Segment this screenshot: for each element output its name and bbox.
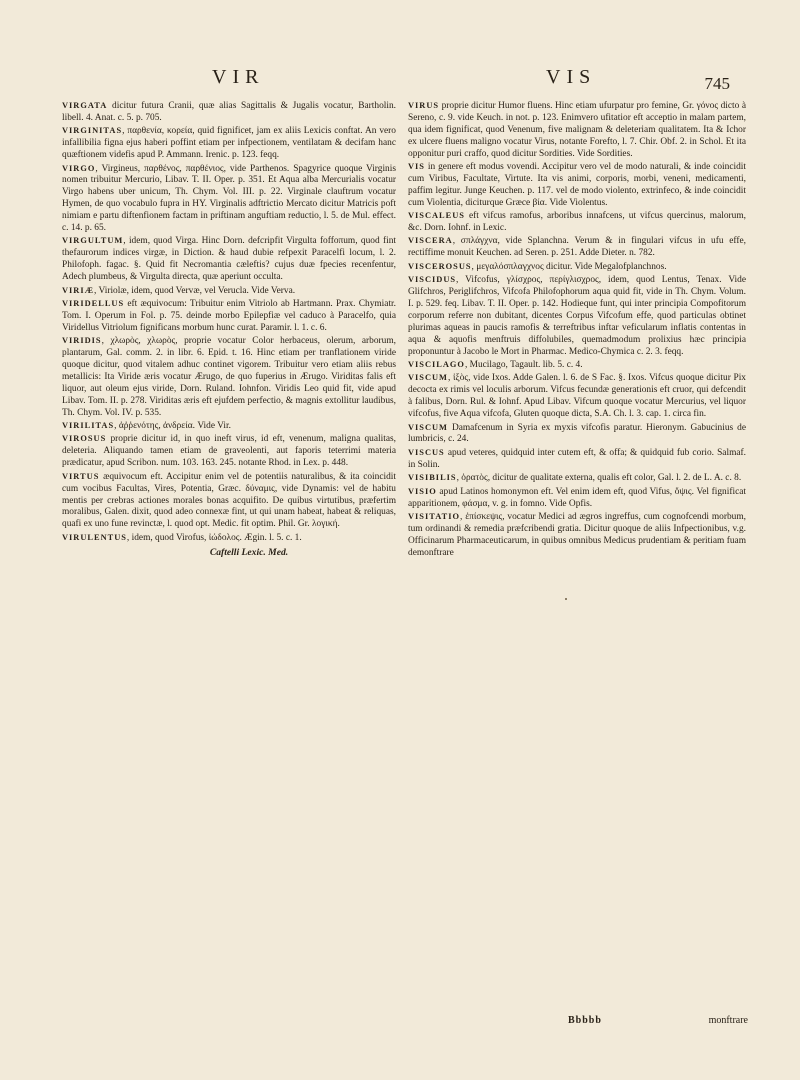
running-head-left: VIR bbox=[212, 66, 265, 88]
entry-text: Damafcenum in Syria ex myxis vifcofis paratur. Hieronym. Gabucinius de lumbricis, c. 24. bbox=[408, 422, 746, 445]
entry-headword: VIRULENTUS bbox=[62, 532, 127, 542]
dictionary-entry bbox=[62, 163, 396, 235]
entry-headword: VISIO bbox=[408, 486, 437, 496]
dictionary-entry bbox=[408, 486, 746, 511]
entry-text: , Viriolæ, idem, quod Vervæ, vel Verucla. Vide Verva. bbox=[94, 285, 296, 296]
entry-text: , μεγαλόσπλαγχνος dicitur. Vide Megalofplanchnos. bbox=[471, 261, 667, 272]
entry-headword: VIRUS bbox=[408, 101, 440, 110]
entry-text: , ἰξὸς, vide Ixos. Adde Galen. l. 6. de S Fac. §. Ixos. Vifcus quoque dicitur Pix decocta ex rimis vel loculis arborum. Vifcus fecundæ generationis eft cruor, qui defcendit à falibus, Dorn. Rul. & Iohnf. Apud Libav. Vifcum quoque vocatur Mercurius, vel liquor vifcofus, five Aqua vifcofa, Gluten quoque dicta, S.A. Ch. l. 3. cap. 1. circa fin. bbox=[408, 373, 746, 420]
entry-headword: VISITATIO bbox=[408, 511, 460, 521]
right-column bbox=[408, 100, 746, 560]
dictionary-entry bbox=[408, 422, 746, 447]
entry-headword: VISCIDUS bbox=[408, 275, 457, 285]
dictionary-entry bbox=[408, 359, 746, 372]
entry-text: æquivocum eft. Accipitur enim vel de potentiis naturalibus, & ita coincidit cum vocibus Facultas, Vires, Potentia, Græc. δύναμις, vide Dynamis: vel de habitu mentis per crebras actiones morales bonas acquifito. De quibus virtutibus, præfertim moralibus, Galen. dixit, quod adeo connexæ fint, ut qui unam habeat, habeat & reliquas, quafi ex uno fune revinctæ, l. quod opt. Medic. fit optim. Phil. Gr. λογική. bbox=[62, 471, 396, 530]
entry-text: , idem, quod Virofus, ἰώδολος. Ægin. l. 5. c. 1. bbox=[126, 532, 302, 543]
entry-headword: VIRIÆ bbox=[62, 285, 94, 295]
entry-text: , σπλάγχνα, vide Splanchna. Verum & in fingulari vifcus in ufu effe, rectiffime monuit Keuchen. ad Seren. p. 251. Adde Dieter. n. 782. bbox=[408, 236, 746, 259]
entry-text: , παρθενία, κορεία, quid fignificet, jam ex aliis Lexicis conftat. An vero infallibilia figna ejus haberi poffint etiam per infpectionem, ventilatam & decifam hanc quæftionem videfis apud P. Ammann. Irenic. p. 123. feqq. bbox=[62, 126, 396, 161]
entry-headword: VIRGULTUM bbox=[62, 236, 124, 246]
entry-headword: VISCEROSUS bbox=[408, 261, 472, 271]
entry-headword: VISCUS bbox=[408, 447, 445, 457]
entry-text: , ὁρατὸς, dicitur de qualitate externa, qualis eft color, Gal. l. 2. de L. A. c. 8. bbox=[456, 473, 742, 484]
entry-headword: VIRGINITAS bbox=[62, 126, 123, 136]
entry-text: proprie dicitur Humor fluens. Hinc etiam ufurpatur pro femine, Gr. γόνος dicto à Sereno, c. 9. vide Keuch. in not. p. 123. Enimvero ufitatior eft acceptio in malam partem, qua idem fignificat, quod Venenum, five malignam & deleteriam qualitatem. Ita & Ichor ex ulcere fluens maligno vocatur Virus, notante Forefto, l. 7. Chir. Obf. 2. in Schol. Et ita opponitur puri craffo, quod dicitur Sordities. Vide Sordities. bbox=[408, 101, 746, 159]
entry-text: , Virgineus, παρθένος, παρθένιος, vide Parthenos. Spagyrice quoque Virginis nomen tribuitur Mercurio, Libav. T. II. Oper. p. 351. Et Aqua alba Mercurialis vocatur Virgo habens uber unicum, Th. Chym. Vol. III. p. 22. Virginale clauftrum vocatur Hymen, de quo vocabulo fupra in HY. Virginalis adftrictio Mercato dicitur Matricis poft nimiam e partu diftenfionem factam in priftinam anguftiam reductio, l. 5. de Mul. effect. c. 14. p. 65. bbox=[62, 163, 396, 234]
entry-headword: VIRIDIS bbox=[62, 336, 102, 346]
entry-text: , ἀῤῥενότης, ἀνδρεία. Vide Vir. bbox=[114, 421, 231, 432]
dictionary-entry bbox=[408, 511, 746, 560]
dictionary-entry bbox=[62, 420, 396, 433]
entry-text: apud Latinos homonymon eft. Vel enim idem eft, quod Vifus, ὄψις. Vel fignificat apparitionem, φάσμα, v. g. in fomno. Vide Opfis. bbox=[408, 486, 746, 509]
entry-headword: VISCERA bbox=[408, 236, 453, 246]
entry-headword: VISCUM bbox=[408, 422, 448, 432]
dictionary-entry bbox=[62, 298, 396, 335]
dictionary-entry bbox=[408, 261, 746, 274]
entry-headword: VIRGATA bbox=[62, 101, 108, 110]
dictionary-entry bbox=[408, 274, 746, 358]
running-head-right: VIS bbox=[546, 66, 597, 88]
dictionary-entry bbox=[62, 433, 396, 470]
dictionary-entry bbox=[62, 532, 396, 545]
left-column bbox=[62, 100, 396, 559]
page-number: 745 bbox=[704, 74, 730, 93]
entry-headword: VIRILITAS bbox=[62, 421, 115, 431]
entry-headword: VISCILAGO bbox=[408, 360, 465, 370]
entry-text: , Mucilago, Tagault. lib. 5. c. 4. bbox=[464, 360, 583, 371]
dictionary-entry bbox=[408, 161, 746, 210]
dictionary-entry bbox=[408, 372, 746, 421]
entry-text: , ἐπίσκεψις, vocatur Medici ad ægros ingreffus, cum cognofcendi morbum, tum ordinandi & remedia præfcribendi gratia. Dicitur quoque de aliis Infpectionibus, v.g. Officinarum Pharmaceuticarum, in quibus omnibus Medicus prudentiam & peritiam fuam demonftrare bbox=[408, 511, 746, 558]
signature-mark: Bbbbb bbox=[568, 1015, 602, 1026]
entry-text: eft æquivocum: Tribuitur enim Vitriolo ab Hartmann. Prax. Chymiatr. Tom. I. Operum in Fol. p. 75. deinde morbo Epilepfiæ vel caduco à Paracelfo, quia Viridellus Vitriolum fignificans morbum hunc curat. Paramir. l. 1. c. 6. bbox=[62, 299, 396, 333]
dictionary-entry bbox=[408, 447, 746, 472]
entry-headword: VIS bbox=[408, 162, 425, 172]
dictionary-entry bbox=[408, 210, 746, 235]
entry-text: proprie dicitur id, in quo ineft virus, id eft, venenum, maligna qualitas, deleteria. Aliquando tamen etiam de graveolenti, aut faporis teterrimi materia prædicatur, apud Scribon. num. 103. 163. 245. notante Rhod. in Lex. p. 448. bbox=[62, 434, 396, 469]
entry-text: in genere eft modus vovendi. Accipitur vero vel de modo naturali, & inde coincidit cum Viribus, Facultate, Virtute. Ita vis animi, corporis, morbi, veneni, medicamenti, paffim legitur. Junge Keuchen. p. 117. vel de modo violento, extrinfeco, & inde coincidit cum Violentia, diciturque Græce βία. Vide Violentus. bbox=[408, 162, 746, 208]
dictionary-entry bbox=[62, 100, 396, 125]
entry-headword: VIRTUS bbox=[62, 471, 100, 481]
entry-text: , Vifcofus, γλίσχρος, περίγλισχρος, idem, quod Lentus, Tenax. Vide Glifchros, Periglifchros, Vifcofa Philofophorum aqua quid fit, vide in Th. Chym. Volum. I. p. 529. feq. Libav. T. II. Oper. p. 142. Hodieque funt, qui inter principia Compofitorum corporum referre non dubitant, dicentes Corpus Vifcofum effe, quod particulas obtinet plurimas aqueas in paucis ramofis & terreftribus inftar veficularum inflatis contentas in aqua & aquofis menftruis diffolubiles, quemadmodum prolixius hæc principia proponuntur à Jacobo le Mort in Pharmac. Medico-Chymica c. 2. 3. feqq. bbox=[408, 275, 746, 357]
entry-headword: VISCALEUS bbox=[408, 211, 465, 221]
entry-headword: VIRIDELLUS bbox=[62, 299, 125, 308]
dictionary-entry bbox=[408, 235, 746, 260]
entry-text: eft vifcus ramofus, arboribus innafcens, ut vifcus quercinus, malorum, &c. Dorn. Iohnf. in Lexic. bbox=[408, 211, 746, 234]
ink-speck bbox=[565, 598, 567, 600]
entry-headword: VIROSUS bbox=[62, 434, 107, 444]
entry-text: , χλωρὸς, χλωρὸς, proprie vocatur Color herbaceus, olerum, arborum, plantarum, Gal. comm. 2. in libr. 6. Epid. t. 16. Hinc etiam per tranflationem viride quoque dicitur, quod vitalem adhuc continet vigorem. Tribuitur vero etiam aliis rebus metallicis: Ita Viride æris vocatur Ærugo, de quo fuperius in Ærugo. Viriditas falis eft liquor, aut oleum ejus viride, Dorn. Ruland. Iohnfon. Viridis Leo quid fit, vide apud Libav. Tom. II. p. 278. Viriditas æris eft ejufdem perfectio, & magnis extollitur laudibus, Th. Chym. Vol. IV. p. 535. bbox=[62, 336, 396, 418]
entry-text: apud veteres, quidquid inter cutem eft, & offa; & quidquid fub corio. Salmaf. in Solin. bbox=[408, 447, 746, 470]
catchword-right: monftrare bbox=[708, 1015, 748, 1026]
catchword-left: Caftelli Lexic. Med. bbox=[209, 546, 289, 558]
dictionary-entry bbox=[62, 285, 396, 298]
running-head bbox=[0, 66, 800, 94]
entry-text: , idem, quod Virga. Hinc Dorn. defcripfit Virgulta foffoπum, quod fint thefaurorum indices virgæ, in Diction. & haud dubie refpexit Paracelfi locum, l. 2. Philofoph. fagac. §. Quid fit Necromantia cæleftis? cujus duæ fpecies recenfentur, Adech plumbeus, & Virgulta directa, quæ aperiunt occulta. bbox=[62, 236, 396, 283]
dictionary-entry bbox=[62, 235, 396, 284]
entry-headword: VISIBILIS bbox=[408, 473, 457, 483]
dictionary-entry bbox=[408, 100, 746, 161]
entry-headword: VISCUM bbox=[408, 373, 448, 383]
dictionary-entry bbox=[408, 472, 746, 485]
dictionary-entry bbox=[62, 125, 396, 162]
dictionary-entry bbox=[62, 335, 396, 419]
dictionary-entry bbox=[62, 471, 396, 532]
entry-text: dicitur futura Cranii, quæ alias Sagittalis & Jugalis vocatur, Bartholin. libell. 4. Anat. c. 5. p. 705. bbox=[62, 101, 396, 123]
entry-headword: VIRGO bbox=[62, 163, 96, 173]
